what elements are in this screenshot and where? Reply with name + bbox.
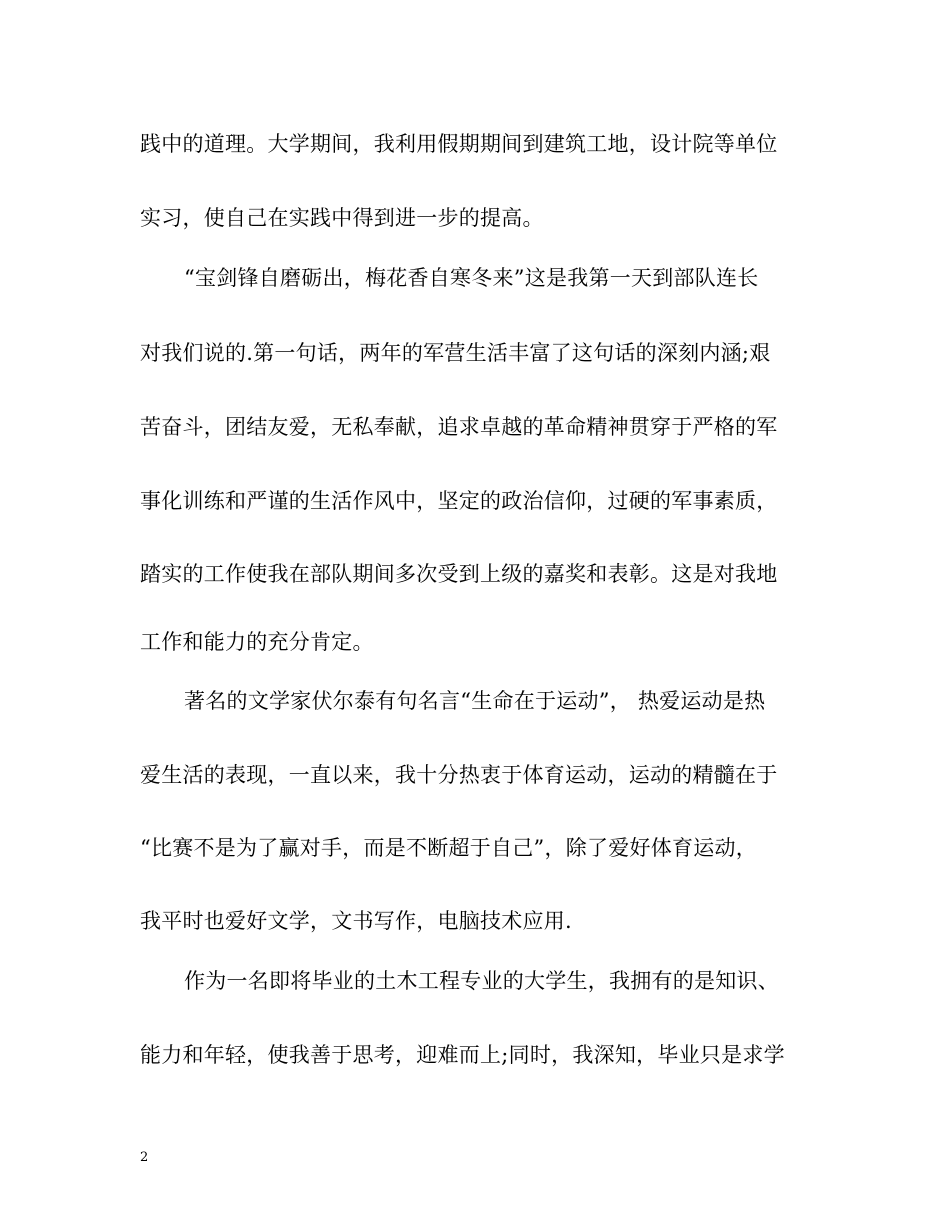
body-text-line: 我平时也爱好文学，文书写作，电脑技术应用. [140, 909, 572, 933]
body-text-line: 工作和能力的充分肯定。 [140, 630, 374, 654]
body-text-line: 实习，使自己在实践中得到进一步的提高。 [140, 206, 544, 230]
body-text-line: 践中的道理。大学期间，我利用假期期间到建筑工地，设计院等单位 [140, 132, 778, 156]
body-text-line: “宝剑锋自磨砺出，梅花香自寒冬来”这是我第一天到部队连长 [184, 266, 759, 290]
body-text-line: 踏实的工作使我在部队期间多次受到上级的嘉奖和表彰。这是对我地 [140, 562, 778, 586]
page-number: 2 [140, 1150, 149, 1165]
body-text-line: 能力和年轻，使我善于思考，迎难而上;同时，我深知，毕业只是求学 [140, 1043, 785, 1067]
body-text-line: 作为一名即将毕业的土木工程专业的大学生，我拥有的是知识、 [184, 969, 779, 993]
body-text-line: 事化训练和严谨的生活作风中，坚定的政治信仰，过硬的军事素质， [140, 489, 778, 513]
body-text-line: “比赛不是为了赢对手，而是不断超于自己”，除了爱好体育运动， [140, 836, 757, 860]
body-text-line: 著名的文学家伏尔泰有句名言“生命在于运动”， 热爱运动是热 [184, 689, 766, 713]
body-text-line: 爱生活的表现，一直以来，我十分热衷于体育运动，运动的精髓在于 [140, 763, 778, 787]
body-text-line: 对我们说的.第一句话，两年的军营生活丰富了这句话的深刻内涵;艰 [140, 341, 771, 365]
body-text-line: 苦奋斗，团结友爱，无私奉献，追求卓越的革命精神贯穿于严格的军 [140, 415, 778, 439]
